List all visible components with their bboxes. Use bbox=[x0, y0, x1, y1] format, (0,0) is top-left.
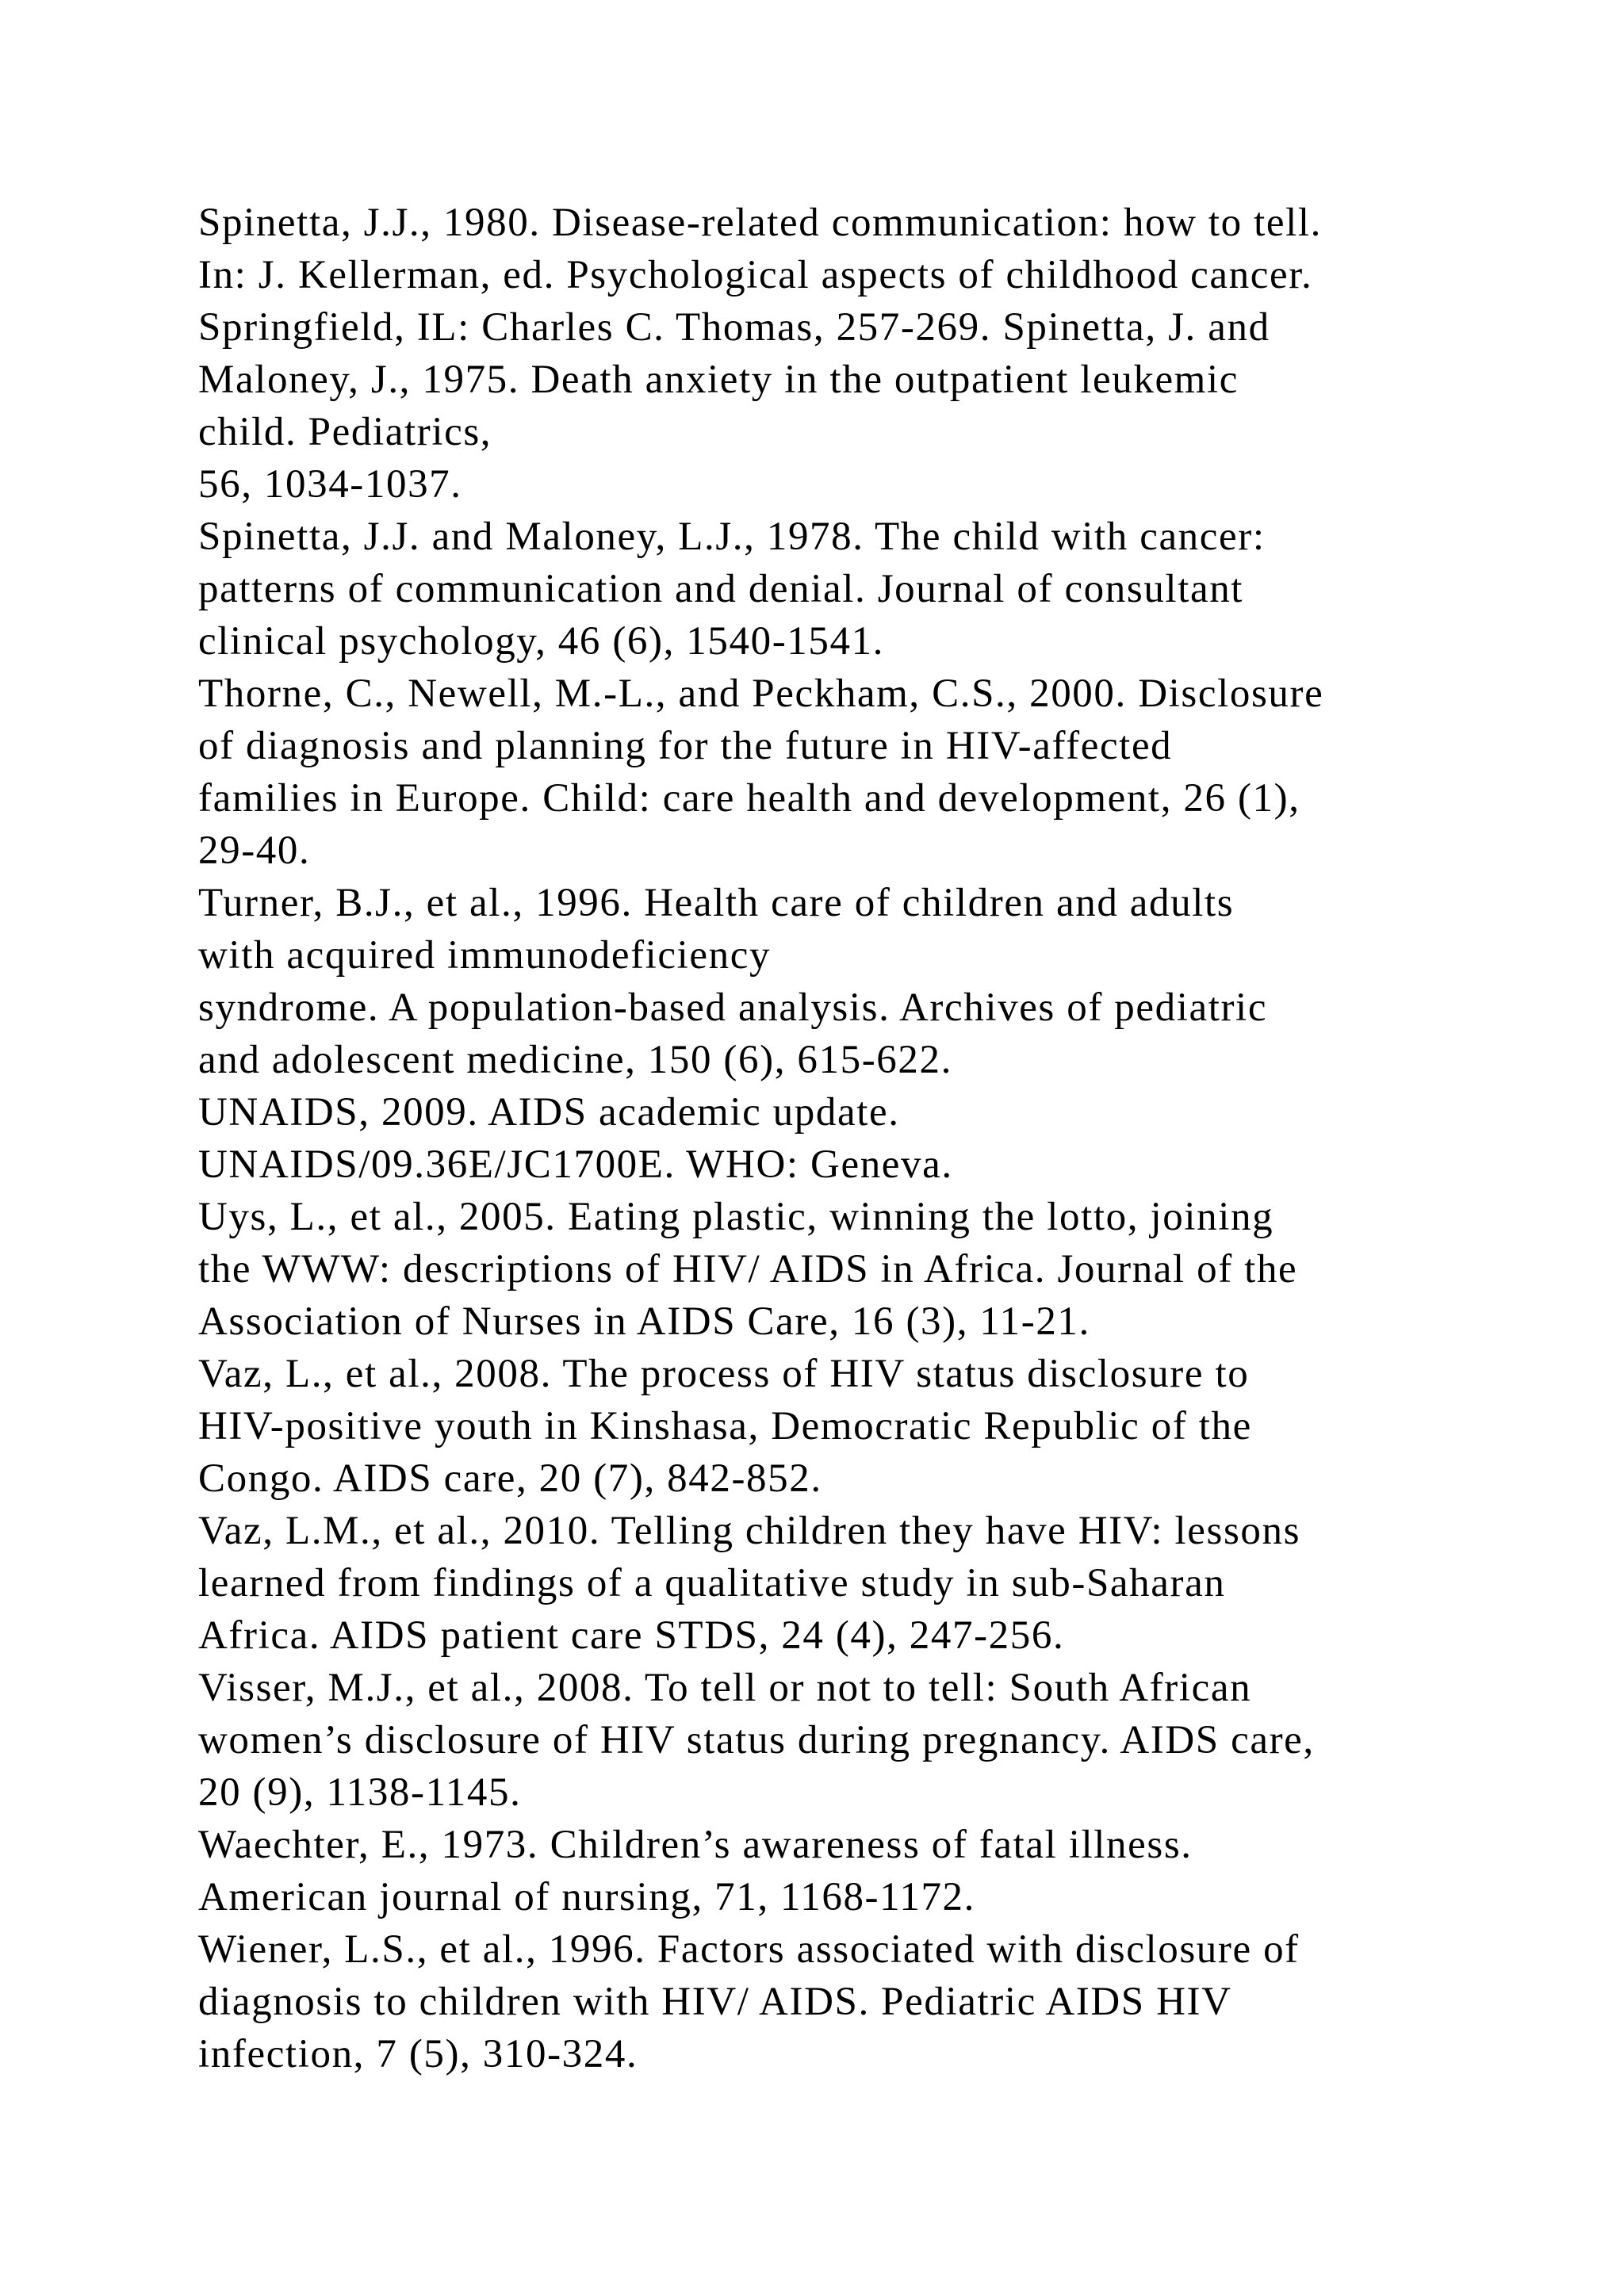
reference-line: learned from findings of a qualitative study in sub-Saharan bbox=[198, 1561, 1226, 1605]
reference-line: UNAIDS, 2009. AIDS academic update. bbox=[198, 1090, 900, 1135]
reference-line: Springfield, IL: Charles C. Thomas, 257-269. Spinetta, J. and bbox=[198, 305, 1270, 350]
reference-line: UNAIDS/09.36E/JC1700E. WHO: Geneva. bbox=[198, 1142, 953, 1187]
reference-line: syndrome. A population-based analysis. Archives of pediatric bbox=[198, 985, 1268, 1030]
reference-list bbox=[198, 197, 1499, 2080]
reference-line: the WWW: descriptions of HIV/ AIDS in Africa. Journal of the bbox=[198, 1247, 1298, 1292]
reference-line: 56, 1034-1037. bbox=[198, 462, 462, 507]
reference-line: Turner, B.J., et al., 1996. Health care of children and adults bbox=[198, 881, 1235, 925]
reference-line: Vaz, L.M., et al., 2010. Telling children they have HIV: lessons bbox=[198, 1509, 1301, 1553]
reference-line: Uys, L., et al., 2005. Eating plastic, winning the lotto, joining bbox=[198, 1195, 1274, 1239]
reference-line: Visser, M.J., et al., 2008. To tell or not to tell: South African bbox=[198, 1666, 1252, 1710]
reference-line: Vaz, L., et al., 2008. The process of HIV status disclosure to bbox=[198, 1352, 1250, 1396]
reference-line: American journal of nursing, 71, 1168-1172. bbox=[198, 1875, 976, 1919]
reference-line: infection, 7 (5), 310-324. bbox=[198, 2032, 638, 2076]
reference-line: Waechter, E., 1973. Children’s awareness of fatal illness. bbox=[198, 1823, 1193, 1867]
reference-line: families in Europe. Child: care health and development, 26 (1), bbox=[198, 776, 1300, 821]
reference-line: Africa. AIDS patient care STDS, 24 (4), 247-256. bbox=[198, 1613, 1065, 1658]
reference-line: Thorne, C., Newell, M.-L., and Peckham, C.S., 2000. Disclosure bbox=[198, 672, 1324, 716]
reference-line: diagnosis to children with HIV/ AIDS. Pediatric AIDS HIV bbox=[198, 1980, 1232, 2024]
reference-line: HIV-positive youth in Kinshasa, Democratic Republic of the bbox=[198, 1404, 1252, 1448]
reference-line: Wiener, L.S., et al., 1996. Factors associated with disclosure of bbox=[198, 1927, 1300, 1972]
reference-line: In: J. Kellerman, ed. Psychological aspects of childhood cancer. bbox=[198, 253, 1313, 297]
reference-line: Association of Nurses in AIDS Care, 16 (3), 11-21. bbox=[198, 1299, 1090, 1344]
reference-line: Congo. AIDS care, 20 (7), 842-852. bbox=[198, 1456, 822, 1501]
reference-line: Maloney, J., 1975. Death anxiety in the outpatient leukemic bbox=[198, 358, 1239, 402]
reference-line: women’s disclosure of HIV status during pregnancy. AIDS care, bbox=[198, 1718, 1315, 1762]
reference-line: with acquired immunodeficiency bbox=[198, 933, 772, 978]
reference-line: 29-40. bbox=[198, 828, 311, 873]
reference-line: patterns of communication and denial. Journal of consultant bbox=[198, 567, 1244, 611]
reference-line: clinical psychology, 46 (6), 1540-1541. bbox=[198, 619, 885, 664]
reference-line: child. Pediatrics, bbox=[198, 410, 492, 454]
reference-line: and adolescent medicine, 150 (6), 615-622. bbox=[198, 1038, 952, 1082]
reference-line: Spinetta, J.J. and Maloney, L.J., 1978. The child with cancer: bbox=[198, 515, 1266, 559]
reference-line: 20 (9), 1138-1145. bbox=[198, 1770, 522, 1815]
reference-line: Spinetta, J.J., 1980. Disease-related communication: how to tell. bbox=[198, 201, 1322, 245]
reference-line: of diagnosis and planning for the future in HIV-affected bbox=[198, 724, 1173, 768]
